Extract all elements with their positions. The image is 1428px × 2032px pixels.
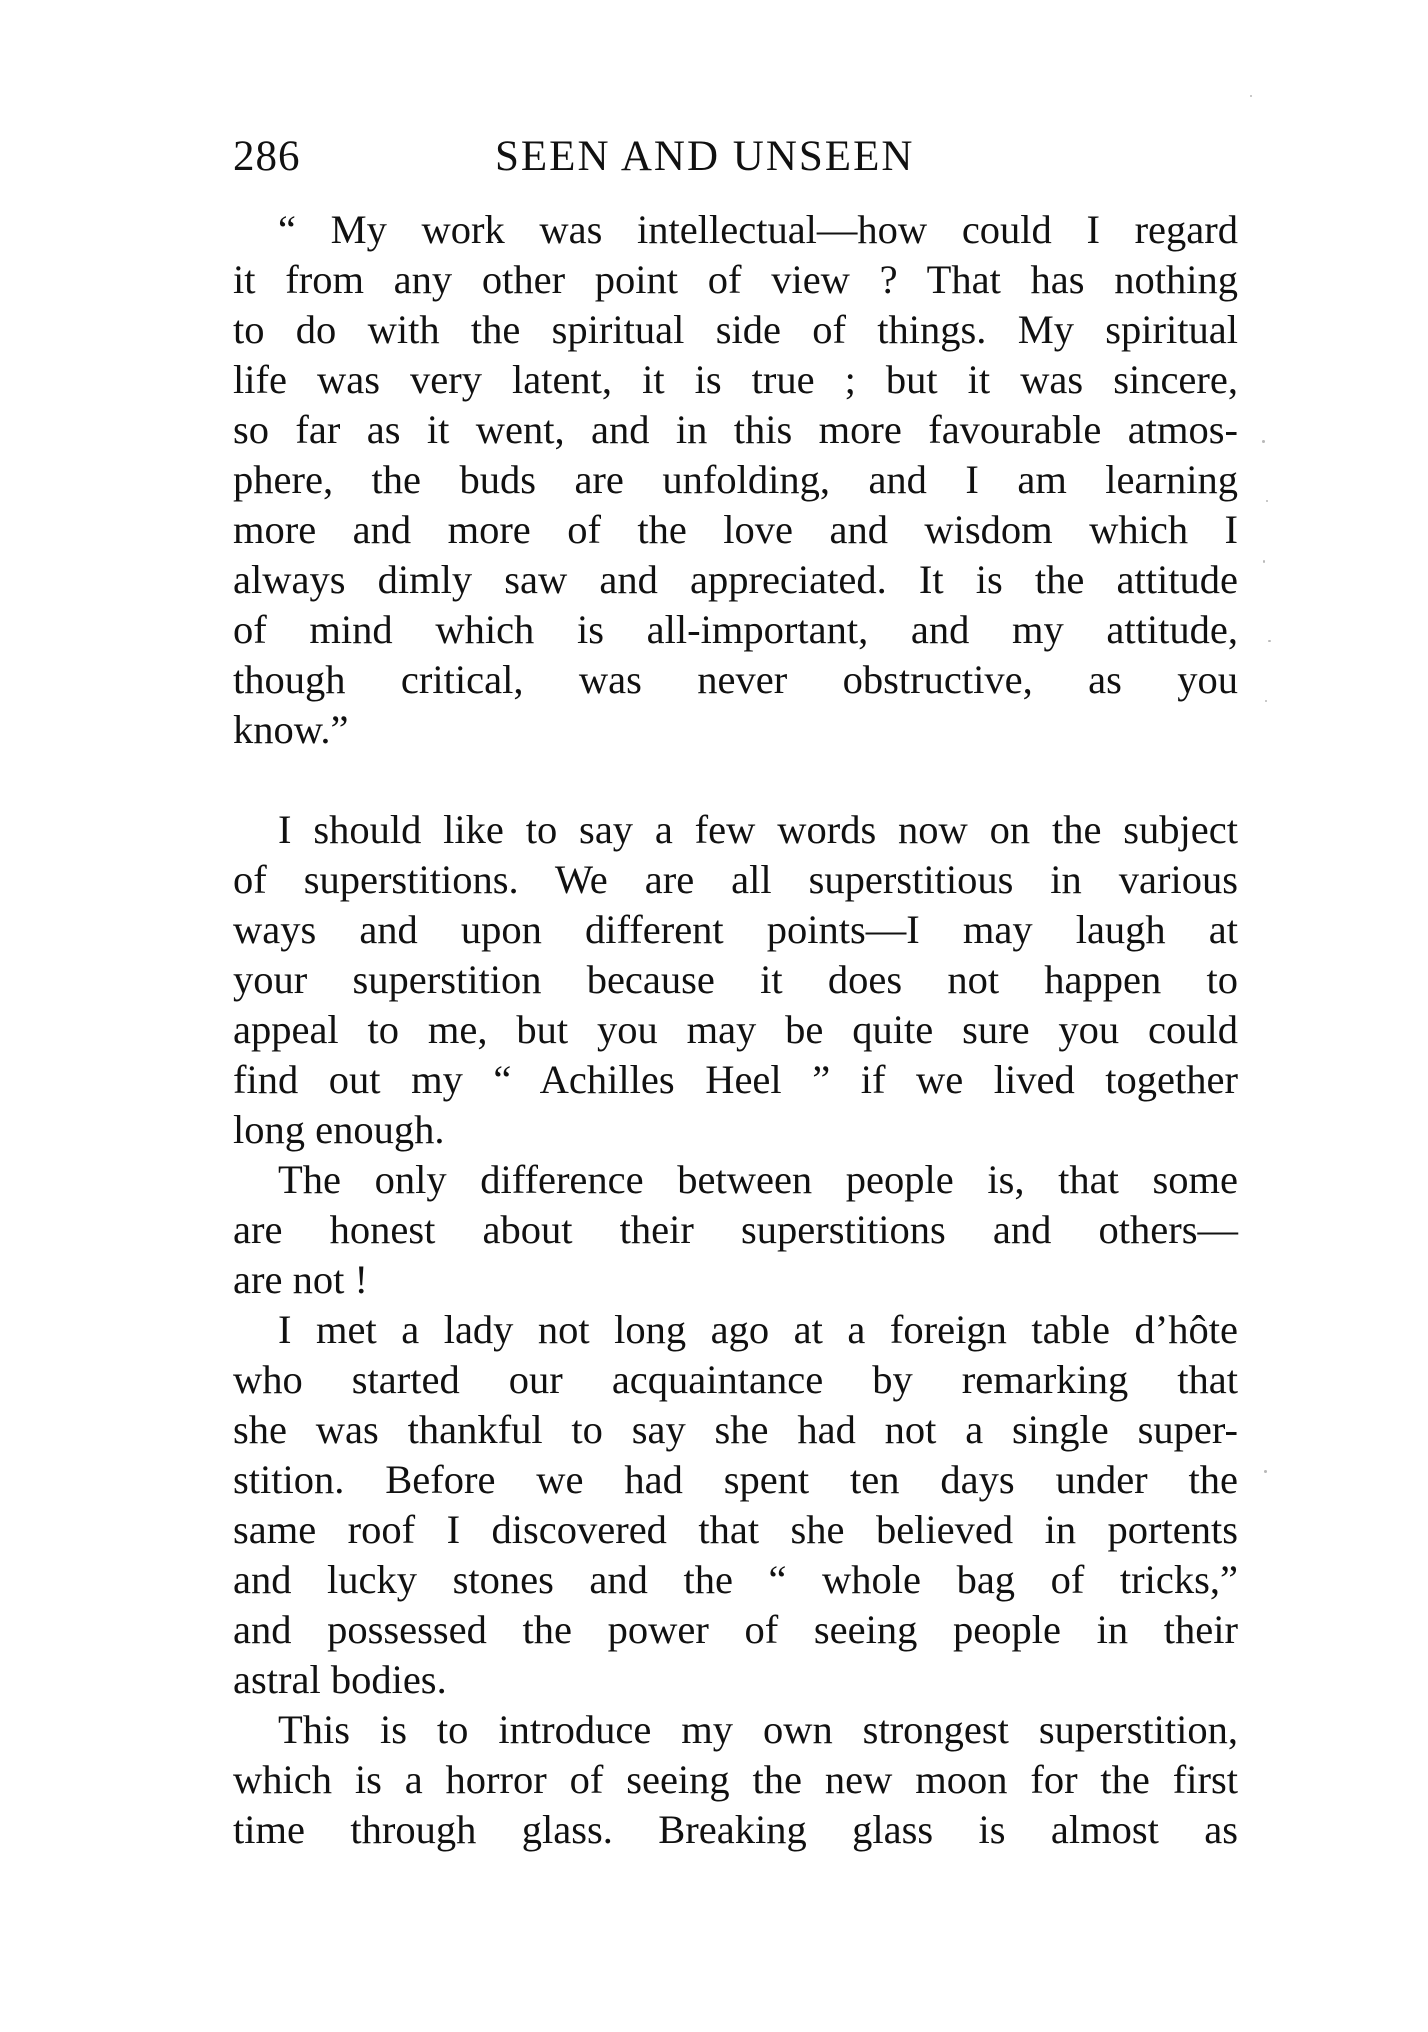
text-line: are honest about their superstitions and others—: [233, 1207, 1238, 1252]
text-line: more and more of the love and wisdom which I: [233, 507, 1238, 552]
text-line: know.”: [233, 707, 349, 752]
text-line: always dimly saw and appreciated. It is the attitude: [233, 557, 1238, 602]
running-title: SEEN AND UNSEEN: [495, 133, 915, 180]
text-line: so far as it went, and in this more favourable atmos-: [233, 407, 1238, 452]
text-line: long enough.: [233, 1107, 445, 1152]
text-line: though critical, was never obstructive, as you: [233, 657, 1238, 702]
scan-speck: [1263, 560, 1265, 563]
paragraph-letter-quote: [233, 205, 1238, 755]
scan-speck: [1266, 500, 1268, 502]
text-line: phere, the buds are unfolding, and I am learning: [233, 457, 1238, 502]
running-header: [233, 132, 1237, 182]
scan-speck: [1250, 95, 1252, 97]
text-line: she was thankful to say she had not a single super-: [233, 1407, 1238, 1452]
text-line: and lucky stones and the “ whole bag of tricks,”: [233, 1557, 1238, 1602]
text-line: find out my “ Achilles Heel ” if we lived together: [233, 1057, 1238, 1102]
text-line: The only difference between people is, that some: [278, 1157, 1238, 1202]
text-line: ways and upon different points—I may laugh at: [233, 907, 1238, 952]
scan-speck: [1264, 1470, 1267, 1473]
text-line: who started our acquaintance by remarking that: [233, 1357, 1238, 1402]
text-line: I should like to say a few words now on the subject: [278, 807, 1238, 852]
body-text: [233, 205, 1238, 1855]
text-line: are not !: [233, 1257, 368, 1302]
paragraph-superstitions-intro: [233, 805, 1238, 1155]
text-line: This is to introduce my own strongest superstition,: [278, 1707, 1238, 1752]
text-line: of mind which is all-important, and my attitude,: [233, 607, 1238, 652]
text-line: and possessed the power of seeing people in their: [233, 1607, 1238, 1652]
text-line: I met a lady not long ago at a foreign table d’hôte: [278, 1307, 1238, 1352]
paragraph-lady: [233, 1305, 1238, 1705]
paragraph-difference: [233, 1155, 1238, 1305]
section-break: [233, 755, 1238, 805]
text-line: which is a horror of seeing the new moon for the first: [233, 1757, 1238, 1802]
text-line: of superstitions. We are all superstitious in various: [233, 857, 1238, 902]
scan-speck: [1265, 700, 1267, 702]
text-line: it from any other point of view ? That has nothing: [233, 257, 1238, 302]
text-line: same roof I discovered that she believed in portents: [233, 1507, 1238, 1552]
text-line: time through glass. Breaking glass is almost as: [233, 1807, 1238, 1852]
text-line: astral bodies.: [233, 1657, 447, 1702]
scan-speck: [1262, 440, 1265, 443]
page-number: 286: [233, 133, 301, 180]
text-line: your superstition because it does not happen to: [233, 957, 1238, 1002]
text-line: to do with the spiritual side of things. My spiritual: [233, 307, 1238, 352]
text-line: stition. Before we had spent ten days under the: [233, 1457, 1238, 1502]
scan-speck: [1268, 640, 1271, 642]
text-line: appeal to me, but you may be quite sure you could: [233, 1007, 1238, 1052]
text-line: life was very latent, it is true ; but it was sincere,: [233, 357, 1238, 402]
text-line: “ My work was intellectual—how could I regard: [278, 207, 1238, 252]
paragraph-new-moon: [233, 1705, 1238, 1855]
